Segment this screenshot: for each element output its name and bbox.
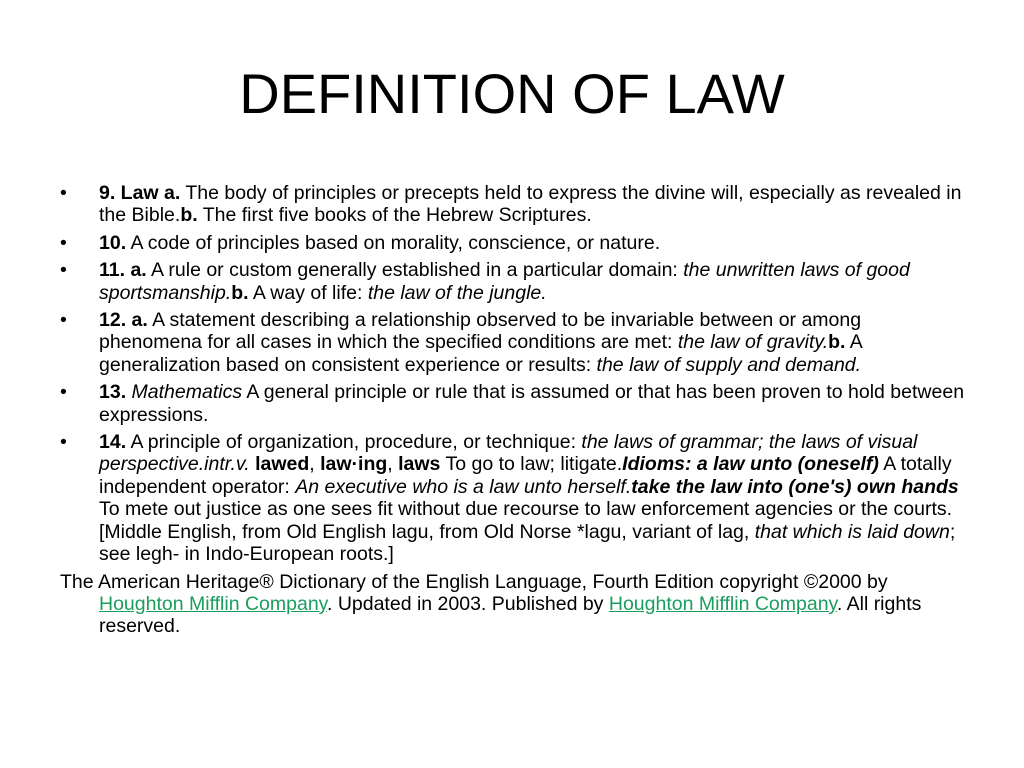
definition-text: A statement describing a relationship observed to be invariable between or among phenomena for all cases in which the specified conditions are met: (99, 309, 862, 354)
copyright-text-3: . All rights reserved. (99, 592, 922, 638)
definition-emphasis: the law of gravity. (677, 331, 829, 354)
copyright-text-2: . Updated in 2003. Published by (326, 592, 609, 615)
definition-text: A principle of organization, procedure, or technique: (126, 431, 582, 454)
definition-text: , (309, 453, 321, 476)
definition-emphasis: 14. (99, 431, 127, 454)
definition-emphasis: the unwritten laws of good sportsmanship. (99, 259, 910, 304)
definition-emphasis: the law of the jungle. (367, 281, 547, 304)
definition-text: ; see legh- in Indo-European roots.] (99, 520, 956, 566)
bullet-marker: • (60, 259, 67, 282)
definition-text: To mete out justice as one sees fit without due recourse to law enforcement agencies or the courts.[Middle English, from Old English lagu, from Old Norse *lagu, variant of lag, (99, 498, 953, 543)
definition-emphasis: the law of supply and demand. (596, 353, 862, 376)
definition-item (60, 232, 965, 254)
definition-emphasis: An executive who is a law unto herself. (295, 475, 632, 498)
definition-text: A way of life: (248, 281, 368, 304)
definition-item (60, 431, 965, 565)
copyright-text-1: The American Heritage® Dictionary of the English Language, Fourth Edition copyright ©2000 by (60, 570, 888, 593)
definition-text: A rule or custom generally established in a particular domain: (146, 259, 684, 282)
definition-text: A totally independent operator: (99, 453, 952, 498)
definition-emphasis: that which is laid down (754, 520, 950, 543)
definition-text: A code of principles based on morality, conscience, or nature. (126, 231, 661, 254)
copyright-note (60, 571, 965, 638)
definition-emphasis: lawed (255, 453, 310, 476)
definition-emphasis: 13. (99, 381, 127, 404)
definition-emphasis: b. (180, 204, 198, 227)
definition-emphasis: b. (828, 331, 846, 354)
bullet-marker: • (60, 431, 67, 454)
definition-text: A generalization based on consistent experience or results: (99, 331, 862, 376)
definition-emphasis: 11. a. (99, 259, 147, 282)
slide-title: DEFINITION OF LAW (239, 62, 785, 125)
bullet-marker: • (60, 182, 67, 204)
publisher-link-1[interactable]: Houghton Mifflin Company (99, 592, 327, 615)
bullet-marker: • (60, 381, 67, 404)
definition-content (60, 182, 965, 638)
definition-emphasis: Idioms: a law unto (oneself) (622, 453, 879, 476)
definition-emphasis: take the law into (one's) own hands (631, 475, 959, 498)
definition-text: The body of principles or precepts held to express the divine will, especially as revealed in the Bible. (99, 182, 962, 227)
definition-emphasis: b. (231, 281, 249, 304)
definition-emphasis: Mathematics (131, 381, 243, 404)
definition-emphasis: law·ing (320, 453, 388, 476)
definition-emphasis: 12. a. (99, 309, 148, 332)
definition-emphasis: intr.v. (204, 453, 250, 476)
definition-item (60, 309, 965, 376)
definition-emphasis: 9. Law a. (99, 182, 181, 204)
bullet-marker: • (60, 231, 67, 254)
definition-emphasis: laws (398, 453, 441, 476)
bullet-marker: • (60, 309, 67, 332)
definition-text: The first five books of the Hebrew Scriptures. (197, 204, 592, 227)
definition-text: A general principle or rule that is assumed or that has been proven to hold between expressions. (99, 381, 965, 426)
publisher-link-2[interactable]: Houghton Mifflin Company (608, 592, 837, 615)
definition-emphasis: the laws of grammar; the laws of visual perspective. (99, 431, 918, 476)
definition-item (60, 259, 965, 304)
definition-item (60, 182, 965, 227)
definition-list (60, 182, 965, 566)
definition-item (60, 381, 965, 426)
definition-text: , (387, 453, 399, 476)
definition-emphasis: 10. (99, 231, 127, 254)
definition-text: To go to law; litigate. (440, 453, 623, 476)
